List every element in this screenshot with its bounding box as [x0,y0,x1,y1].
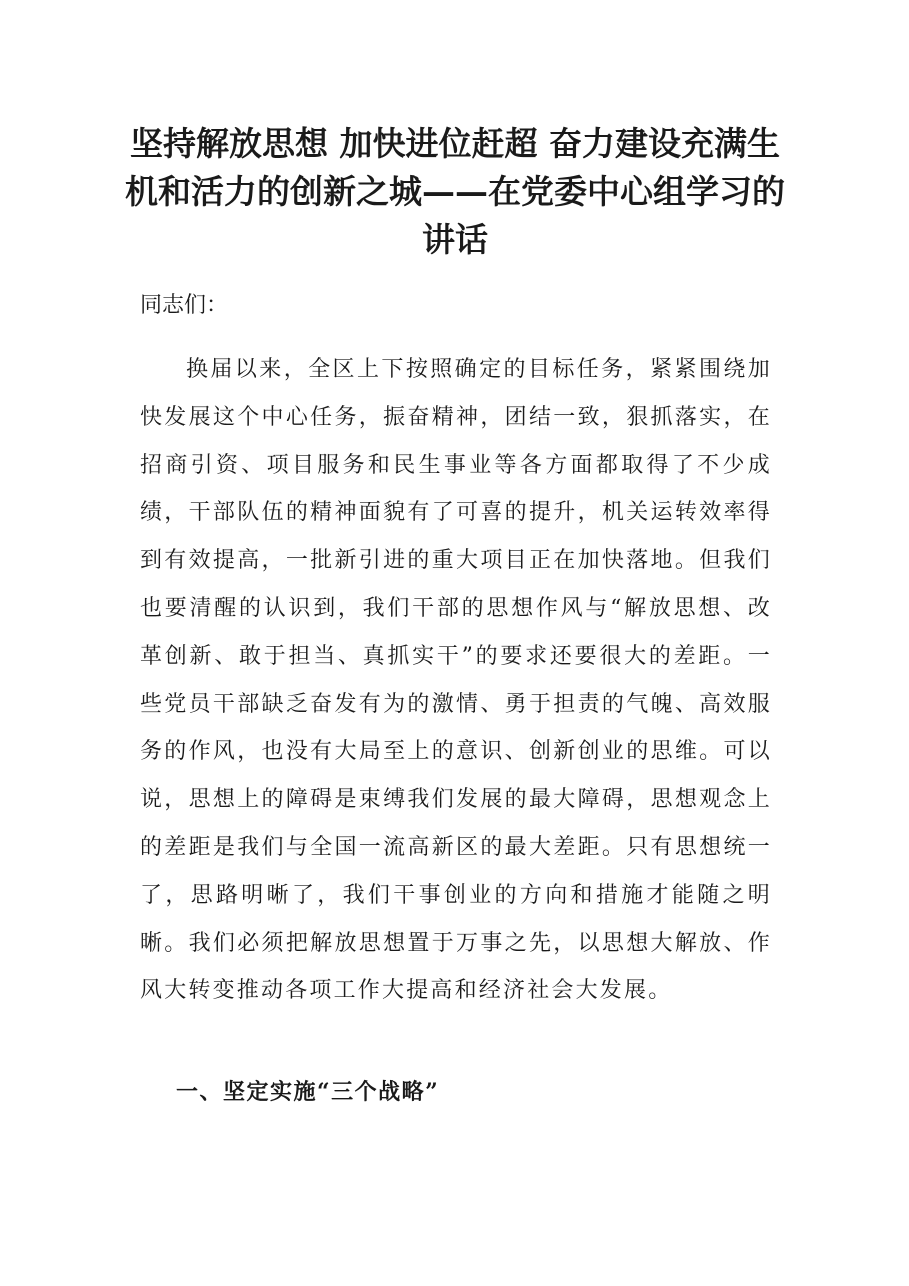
salutation: 同志们： [140,293,229,318]
body-paragraph: 换届以来，全区上下按照确定的目标任务，紧紧围绕加快发展这个中心任务，振奋精神，团结一致，狠抓落实，在招商引资、项目服务和民生事业等各方面都取得了不少成绩，干部队伍的精神面貌有了可喜的提升，机关运转效率得到有效提高，一批新引进的重大项目正在加快落地。但我们也要清醒的认识到，我们干部的思想作风与“解放思想、改革创新、敢于担当、真抓实干”的要求还要很大的差距。一些党员干部缺乏奋发有为的激情、勇于担责的气魄、高效服务的作风，也没有大局至上的意识、创新创业的思维。可以说，思想上的障碍是束缚我们发展的最大障碍，思想观念上的差距是我们与全国一流高新区的最大差距。只有思想统一了，思路明晰了，我们干事创业的方向和措施才能随之明晰。我们必须把解放思想置于万事之先，以思想大解放、作风大转变推动各项工作大提高和经济社会大发展。 [140,357,772,1004]
document-title: 坚持解放思想 加快进位赶超 奋力建设充满生机和活力的创新之城——在党委中心组学习的讲话 [125,124,785,259]
section-heading: 一、坚定实施“三个战略” [176,1079,440,1105]
